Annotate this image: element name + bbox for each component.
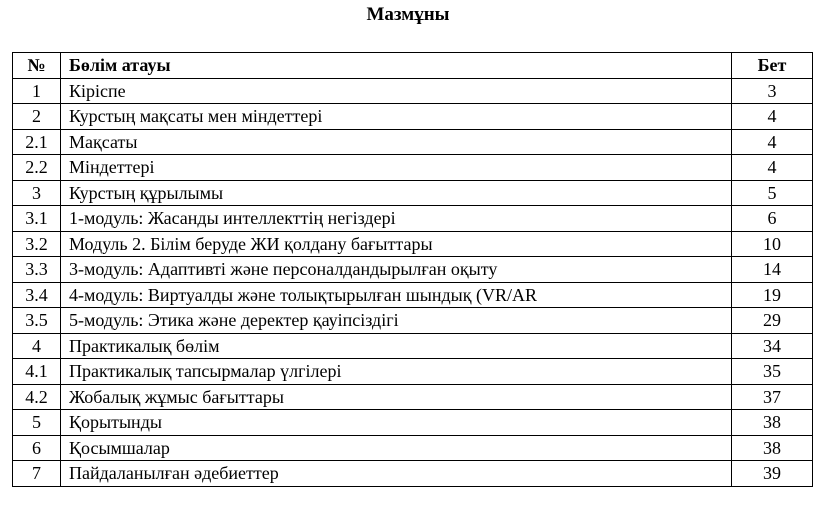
- row-section-title: 5-модуль: Этика және деректер қауіпсіздігі: [61, 308, 732, 334]
- row-section-title: Курстың құрылымы: [61, 180, 732, 206]
- row-section-title: Қорытынды: [61, 410, 732, 436]
- row-page-number: 6: [732, 206, 813, 232]
- row-page-number: 4: [732, 104, 813, 130]
- table-row: [13, 129, 813, 155]
- row-number: 6: [13, 435, 61, 461]
- row-page-number: 39: [732, 461, 813, 487]
- row-number: 4.2: [13, 384, 61, 410]
- table-row: [13, 257, 813, 283]
- header-page: Бет: [732, 53, 813, 79]
- row-page-number: 37: [732, 384, 813, 410]
- row-number: 1: [13, 78, 61, 104]
- row-section-title: Мақсаты: [61, 129, 732, 155]
- row-number: 4.1: [13, 359, 61, 385]
- row-section-title: Пайдаланылған әдебиеттер: [61, 461, 732, 487]
- table-row: [13, 155, 813, 181]
- page-title: Мазмұны: [366, 4, 450, 25]
- table-row: [13, 461, 813, 487]
- row-section-title: Жобалық жұмыс бағыттары: [61, 384, 732, 410]
- row-section-title: Курстың мақсаты мен міндеттері: [61, 104, 732, 130]
- toc-body: [13, 78, 813, 486]
- table-header-row: [13, 53, 813, 79]
- row-page-number: 35: [732, 359, 813, 385]
- table-row: [13, 104, 813, 130]
- row-number: 3.3: [13, 257, 61, 283]
- table-row: [13, 333, 813, 359]
- row-page-number: 34: [732, 333, 813, 359]
- row-section-title: 4-модуль: Виртуалды және толықтырылған шындық (VR/AR: [61, 282, 732, 308]
- header-number: №: [13, 53, 61, 79]
- row-page-number: 4: [732, 129, 813, 155]
- row-page-number: 29: [732, 308, 813, 334]
- table-row: [13, 78, 813, 104]
- toc-table: [12, 52, 813, 487]
- header-section: Бөлім атауы: [61, 53, 732, 79]
- row-number: 3.2: [13, 231, 61, 257]
- table-row: [13, 180, 813, 206]
- row-section-title: Міндеттері: [61, 155, 732, 181]
- row-section-title: Кіріспе: [61, 78, 732, 104]
- table-row: [13, 435, 813, 461]
- row-number: 2: [13, 104, 61, 130]
- table-row: [13, 384, 813, 410]
- row-page-number: 3: [732, 78, 813, 104]
- row-page-number: 10: [732, 231, 813, 257]
- table-row: [13, 359, 813, 385]
- row-section-title: Модуль 2. Білім беруде ЖИ қолдану бағыттары: [61, 231, 732, 257]
- row-page-number: 4: [732, 155, 813, 181]
- row-number: 7: [13, 461, 61, 487]
- table-row: [13, 410, 813, 436]
- row-section-title: 3-модуль: Адаптивті және персоналдандырылған оқыту: [61, 257, 732, 283]
- row-number: 3: [13, 180, 61, 206]
- table-row: [13, 206, 813, 232]
- row-section-title: Практикалық бөлім: [61, 333, 732, 359]
- row-page-number: 38: [732, 410, 813, 436]
- row-page-number: 5: [732, 180, 813, 206]
- row-number: 3.4: [13, 282, 61, 308]
- row-section-title: Қосымшалар: [61, 435, 732, 461]
- row-section-title: Практикалық тапсырмалар үлгілері: [61, 359, 732, 385]
- row-page-number: 19: [732, 282, 813, 308]
- row-number: 4: [13, 333, 61, 359]
- row-section-title: 1-модуль: Жасанды интеллекттің негіздері: [61, 206, 732, 232]
- table-row: [13, 308, 813, 334]
- row-number: 2.1: [13, 129, 61, 155]
- row-page-number: 14: [732, 257, 813, 283]
- table-row: [13, 282, 813, 308]
- row-page-number: 38: [732, 435, 813, 461]
- row-number: 3.5: [13, 308, 61, 334]
- row-number: 2.2: [13, 155, 61, 181]
- row-number: 3.1: [13, 206, 61, 232]
- row-number: 5: [13, 410, 61, 436]
- table-row: [13, 231, 813, 257]
